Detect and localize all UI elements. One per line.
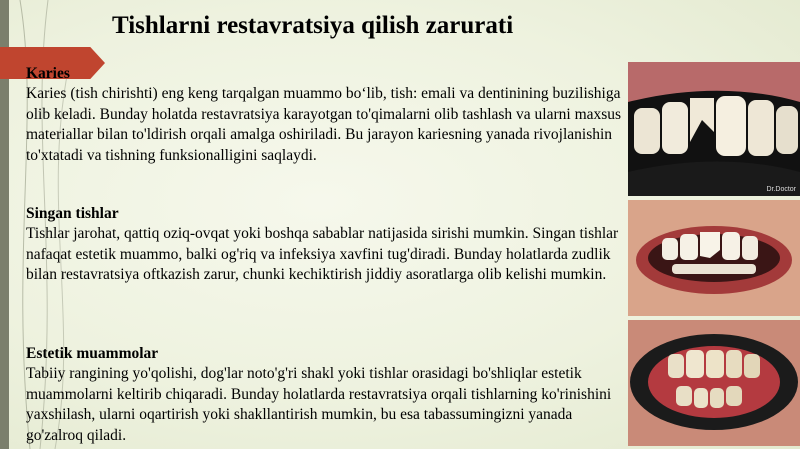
section-heading: Karies — [26, 65, 70, 82]
chipped-teeth-smile-photo — [628, 200, 800, 316]
photo-watermark: Dr.Doctor — [766, 186, 796, 193]
section-heading: Estetik muammolar — [26, 345, 159, 362]
section-body: Karies (tish chirishti) eng keng tarqalgan muammo bo‘lib, tish: emali va dentinining buzilishiga olib keladi. Bunday holatda restavratsiya karayotgan to'qimalarni olib tashlash va ularni maxsus materiallar bilan to'ldirish orqali amalga oshiriladi. Bu jarayon kariesning yanada rivojlanishin to'xtatadi va tishning funksionalligini saqlaydi. — [26, 85, 622, 164]
section-body: Tishlar jarohat, qattiq oziq-ovqat yoki boshqa sabablar natijasida sirishi mumkin. Singan tishlar nafaqat estetik muammo, balki og'riq va infeksiya xavfini tug'diradi. Bunday holatlarda zudlik bilan restavratsiya oftkazish zarur, chunki kechiktirish jiddiy asoratlarga olib kelishi mumkin. — [26, 225, 619, 284]
photo-column — [628, 62, 800, 446]
section-singan-tishlar — [26, 204, 624, 286]
section-body: Tabiiy rangining yo'qolishi, dog'lar noto'g'ri shakl yoki tishlar orasidagi bo'shliqlar estetik muammolarni keltirib chiqaradi. Bunday holatlarda restavratsiya orqali tishlarning ko'rinishini yaxshilash, ularni oqartirish yoki shakllantirish mumkin, bu esa tabassumingizni yanada go'zalroq qiladi. — [26, 365, 612, 444]
section-heading: Singan tishlar — [26, 205, 119, 222]
section-karies — [26, 64, 624, 166]
section-estetik-muammolar — [26, 344, 624, 446]
slide-title: Tishlarni restavratsiya qilish zarurati — [112, 12, 514, 39]
stained-teeth-retractor-photo — [628, 320, 800, 446]
broken-front-tooth-photo — [628, 62, 800, 196]
